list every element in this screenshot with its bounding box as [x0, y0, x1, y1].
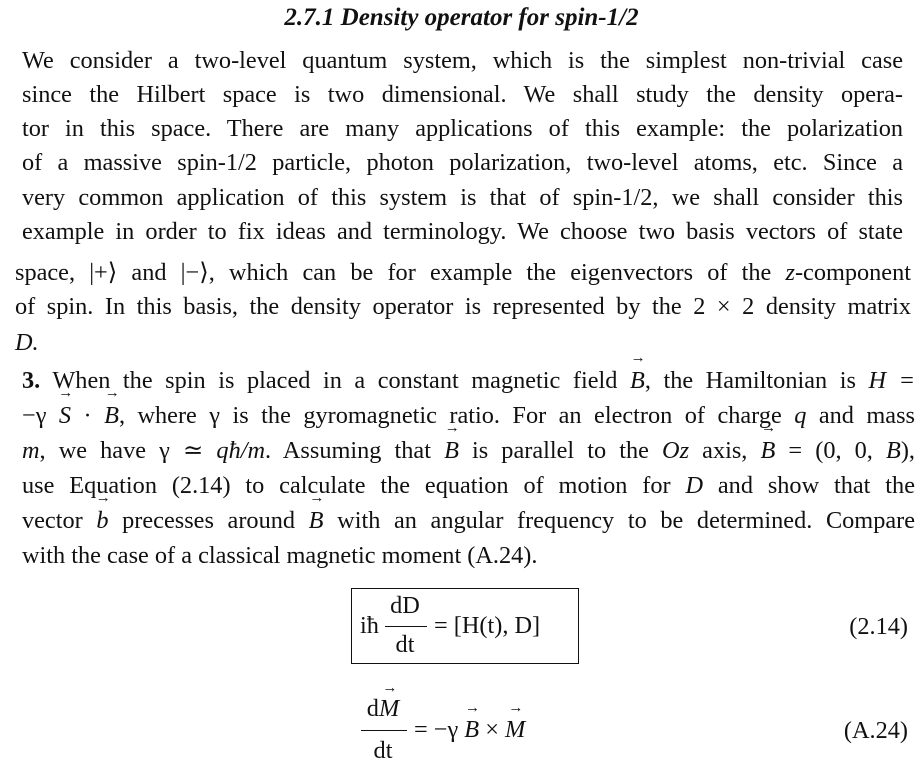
- eq2-label: (A.24): [843, 717, 908, 744]
- paragraph-line: very common application of this system is that of spin-1/2, we shall consider this: [22, 184, 903, 211]
- vector-B: → B: [309, 506, 324, 536]
- eq1-label: (2.14): [849, 613, 908, 640]
- eq2-denominator: dt: [373, 737, 393, 764]
- exercise-line: 3. When the spin is placed in a constant magnetic field → B, the Hamiltonian is H =: [22, 366, 915, 396]
- vector-M: → M: [505, 716, 525, 744]
- vector-B: → B: [760, 436, 775, 466]
- eq1-denominator: dt: [395, 631, 415, 658]
- vector-B: → B: [630, 366, 645, 396]
- paragraph-line: of spin. In this basis, the density operator is represented by the 2 × 2 density matrix: [15, 293, 911, 320]
- paragraph-line: space, |+⟩ and |−⟩, which can be for example the eigenvectors of the z-component: [15, 259, 911, 286]
- eq1-numerator: dD: [390, 592, 420, 619]
- eq2-fraction-bar: [361, 730, 407, 731]
- vector-B: → B: [104, 401, 119, 431]
- vector-S: → S: [59, 401, 71, 431]
- vector-B: → B: [444, 436, 459, 466]
- paragraph-line: D.: [15, 329, 39, 356]
- exercise-line: use Equation (2.14) to calculate the equation of motion for D and show that the: [22, 472, 915, 499]
- section-title: 2.7.1 Density operator for spin-1/2: [284, 4, 639, 31]
- eq2-numerator: d→ M: [356, 696, 410, 722]
- exercise-line: m, we have γ ≃ qħ/m. Assuming that → B is parallel to the Oz axis, → B = (0, 0, B),: [22, 436, 915, 466]
- eq1-prefix: iħ: [360, 612, 379, 639]
- exercise-line: vector → b precesses around → B with an angular frequency to be determined. Compare: [22, 506, 915, 536]
- paragraph-line: example in order to fix ideas and terminology. We choose two basis vectors of state: [22, 218, 903, 245]
- paragraph-line: tor in this space. There are many applications of this example: the polarization: [22, 115, 903, 142]
- vector-M: → M: [379, 696, 399, 722]
- eq2-rhs: = −γ → B × → M: [414, 716, 525, 744]
- exercise-number: 3.: [22, 367, 41, 394]
- eq1-rhs: = [H(t), D]: [434, 612, 541, 639]
- paragraph-line: of a massive spin-1/2 particle, photon polarization, two-level atoms, etc. Since a: [22, 149, 903, 176]
- vector-B: → B: [464, 716, 479, 744]
- eq1-fraction-bar: [385, 626, 427, 627]
- exercise-line: −γ → S · → B, where γ is the gyromagnetic ratio. For an electron of charge q and mass: [22, 401, 915, 431]
- paragraph-line: We consider a two-level quantum system, which is the simplest non-trivial case: [22, 47, 903, 74]
- exercise-line: with the case of a classical magnetic moment (A.24).: [22, 542, 538, 569]
- paragraph-line: since the Hilbert space is two dimensional. We shall study the density opera-: [22, 81, 903, 108]
- vector-b: → b: [96, 506, 108, 536]
